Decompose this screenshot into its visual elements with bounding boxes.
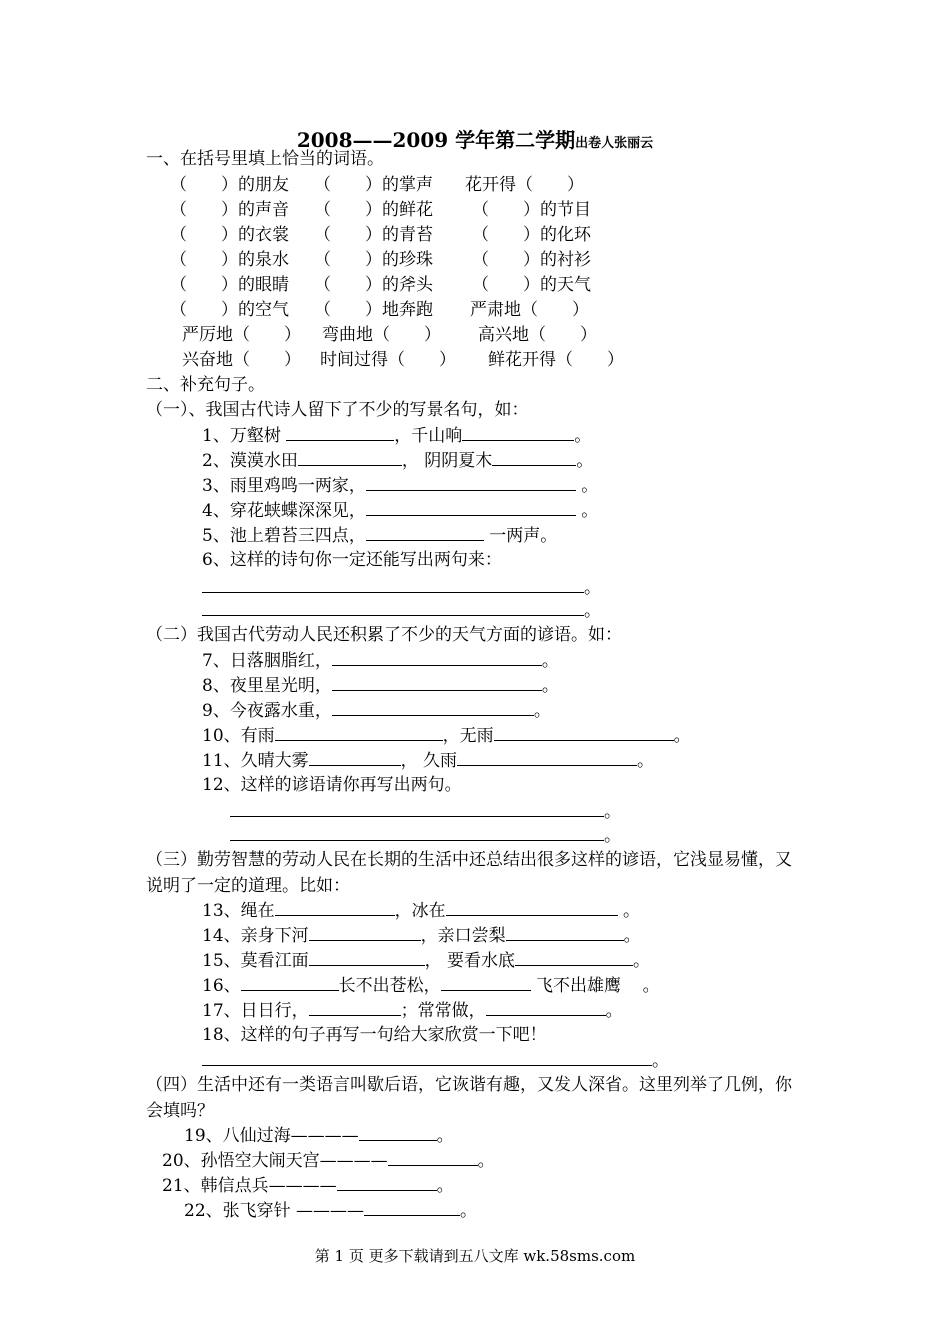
fill-cell: （ ）的衬衫 bbox=[472, 250, 591, 270]
answer-blank[interactable] bbox=[241, 974, 339, 991]
answer-line: 。 bbox=[230, 800, 621, 823]
answer-blank[interactable] bbox=[492, 449, 576, 466]
answer-blank[interactable] bbox=[337, 1174, 437, 1191]
question-item: 5、池上碧苔三四点， 一两声。 bbox=[202, 526, 558, 546]
question-item: 2、漠漠水田 ， 阴阴夏木 。 bbox=[202, 451, 594, 471]
fill-cell: 高兴地（ ） bbox=[478, 325, 597, 345]
part1-intro: （一）、我国古代诗人留下了不少的写景名句，如： bbox=[146, 400, 529, 420]
answer-blank[interactable] bbox=[359, 1124, 437, 1141]
answer-blank[interactable] bbox=[446, 899, 618, 916]
question-item: 7、日落胭脂红， 。 bbox=[202, 651, 559, 671]
question-item: 3、雨里鸡鸣一两家， 。 bbox=[202, 476, 599, 496]
answer-blank[interactable] bbox=[366, 524, 484, 541]
fill-cell: 严厉地（ ） bbox=[182, 325, 301, 345]
answer-blank[interactable] bbox=[202, 599, 584, 616]
fill-cell: 兴奋地（ ） bbox=[182, 350, 301, 370]
fill-cell: 严肃地（ ） bbox=[470, 300, 589, 320]
answer-blank[interactable] bbox=[441, 974, 531, 991]
fill-cell: （ ）的青苔 bbox=[314, 225, 433, 245]
question-item: 15、莫看江面 ， 要看水底 。 bbox=[202, 951, 651, 971]
part4-intro: （四）生活中还有一类语言叫歇后语，它诙谐有趣，又发人深省。这里列举了几例，你会填吗？ bbox=[146, 1075, 792, 1121]
answer-blank[interactable] bbox=[494, 724, 674, 741]
question-item: 8、夜里星光明， 。 bbox=[202, 676, 559, 696]
section1-heading: 一、在括号里填上恰当的词语。 bbox=[146, 149, 384, 169]
answer-blank[interactable] bbox=[275, 899, 395, 916]
answer-blank[interactable] bbox=[388, 1149, 478, 1166]
question-item: 12、这样的谚语请你再写出两句。 bbox=[202, 775, 462, 795]
fill-cell: （ ）的珍珠 bbox=[314, 250, 433, 270]
question-item: 1、万壑树 ，千山响 。 bbox=[202, 426, 592, 446]
answer-blank[interactable] bbox=[230, 824, 604, 841]
answer-blank[interactable] bbox=[332, 699, 534, 716]
question-item: 20、孙悟空大闹天宫———— 。 bbox=[162, 1151, 495, 1171]
part2-intro: （二）我国古代劳动人民还积累了不少的天气方面的谚语。如： bbox=[146, 625, 622, 645]
fill-cell: （ ）的泉水 bbox=[170, 250, 289, 270]
answer-blank[interactable] bbox=[506, 924, 624, 941]
section2-heading: 二、补充句子。 bbox=[146, 375, 265, 395]
fill-cell: （ ）的衣裳 bbox=[170, 225, 289, 245]
fill-cell: （ ）的空气 bbox=[170, 300, 289, 320]
answer-line: 。 bbox=[202, 576, 601, 599]
question-item: 14、亲身下河 ，亲口尝梨 。 bbox=[202, 926, 641, 946]
fill-cell: （ ）的掌声 bbox=[314, 175, 433, 195]
answer-blank[interactable] bbox=[332, 649, 542, 666]
answer-blank[interactable] bbox=[366, 474, 576, 491]
answer-blank[interactable] bbox=[332, 674, 542, 691]
question-item: 18、这样的句子再写一句给大家欣赏一下吧！ bbox=[202, 1025, 547, 1045]
page-title bbox=[0, 124, 950, 153]
page-footer: 第 1 页 更多下载请到五八文库 wk.58sms.com bbox=[314, 1247, 636, 1265]
question-item: 4、穿花蛱蝶深深见， 。 bbox=[202, 501, 599, 521]
question-item: 22、张飞穿针 ———— 。 bbox=[184, 1201, 478, 1221]
title-author: 出卷人张丽云 bbox=[575, 136, 654, 151]
answer-blank[interactable] bbox=[286, 424, 394, 441]
answer-blank[interactable] bbox=[275, 724, 443, 741]
title-main: 2008——2009 学年第二学期 bbox=[296, 128, 576, 152]
question-item: 17、日日行， ；常常做， 。 bbox=[202, 1001, 623, 1021]
answer-blank[interactable] bbox=[515, 949, 633, 966]
answer-blank[interactable] bbox=[457, 749, 637, 766]
answer-blank[interactable] bbox=[202, 576, 584, 593]
question-item: 6、这样的诗句你一定还能写出两句来： bbox=[202, 550, 502, 570]
question-item: 10、有雨 ，无雨 。 bbox=[202, 726, 691, 746]
fill-cell: （ ）地奔跑 bbox=[314, 300, 433, 320]
answer-blank[interactable] bbox=[309, 999, 401, 1016]
fill-cell: （ ）的鲜花 bbox=[314, 200, 433, 220]
fill-cell: （ ）的节目 bbox=[472, 200, 591, 220]
fill-cell: （ ）的声音 bbox=[170, 200, 289, 220]
answer-blank[interactable] bbox=[366, 499, 576, 516]
answer-line: 。 bbox=[202, 599, 601, 622]
question-item: 19、八仙过海———— 。 bbox=[184, 1126, 454, 1146]
question-item: 21、韩信点兵———— 。 bbox=[162, 1176, 454, 1196]
fill-cell: （ ）的朋友 bbox=[170, 175, 289, 195]
answer-line: 。 bbox=[230, 824, 621, 847]
question-item: 16、 长不出苍松， 飞不出雄鹰 。 bbox=[202, 976, 660, 996]
fill-cell: （ ）的斧头 bbox=[314, 275, 433, 295]
fill-cell: 鲜花开得（ ） bbox=[488, 350, 624, 370]
answer-blank[interactable] bbox=[309, 949, 425, 966]
fill-cell: （ ）的眼睛 bbox=[170, 275, 289, 295]
fill-cell: 时间过得（ ） bbox=[320, 350, 456, 370]
answer-blank[interactable] bbox=[462, 424, 574, 441]
fill-cell: （ ）的天气 bbox=[472, 275, 591, 295]
answer-blank[interactable] bbox=[298, 449, 402, 466]
answer-blank[interactable] bbox=[486, 999, 606, 1016]
fill-cell: 弯曲地（ ） bbox=[322, 325, 441, 345]
question-item: 11、久晴大雾 ， 久雨 。 bbox=[202, 751, 655, 771]
answer-blank[interactable] bbox=[364, 1199, 460, 1216]
question-item: 13、绳在 ，冰在 。 bbox=[202, 901, 641, 921]
answer-blank[interactable] bbox=[309, 749, 401, 766]
answer-line: 。 bbox=[202, 1049, 669, 1072]
answer-blank[interactable] bbox=[309, 924, 421, 941]
answer-blank[interactable] bbox=[230, 800, 604, 817]
fill-cell: 花开得（ ） bbox=[465, 175, 584, 195]
question-item: 9、今夜露水重， 。 bbox=[202, 701, 551, 721]
answer-blank[interactable] bbox=[202, 1049, 652, 1066]
fill-cell: （ ）的化环 bbox=[472, 225, 591, 245]
part3-intro: （三）勤劳智慧的劳动人民在长期的生活中还总结出很多这样的谚语，它浅显易懂，又说明了一定的道理。比如： bbox=[146, 850, 792, 896]
